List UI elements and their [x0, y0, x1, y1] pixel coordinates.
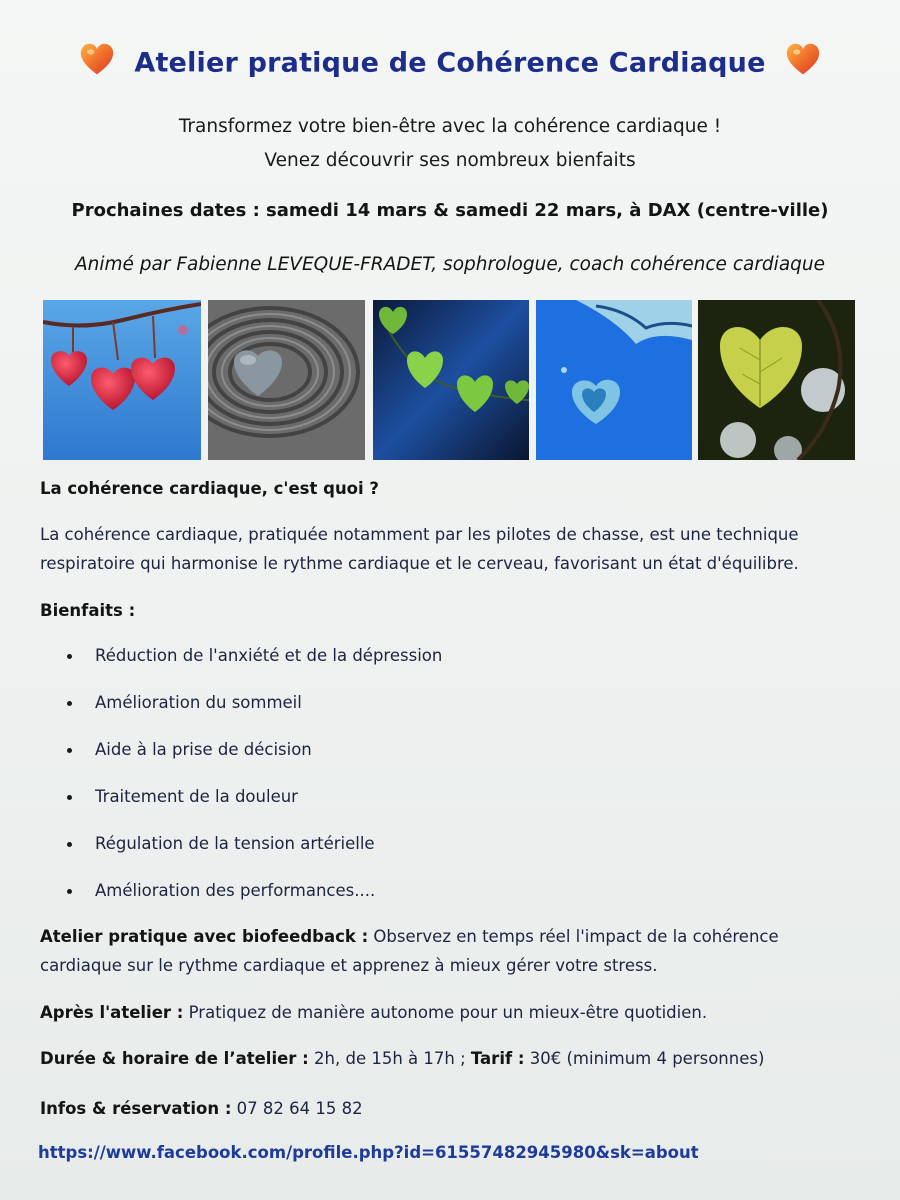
price-text: 30€ (minimum 4 personnes): [524, 1049, 765, 1068]
after-label: Après l'atelier :: [40, 1003, 184, 1022]
facebook-link[interactable]: https://www.facebook.com/profile.php?id=61557482945980&sk=about: [38, 1143, 699, 1162]
bullet-icon: [67, 842, 72, 847]
next-dates: Prochaines dates : samedi 14 mars & samedi 22 mars, à DAX (centre-ville): [71, 200, 829, 221]
heart-emoji-icon: [79, 42, 115, 78]
title-row: [0, 46, 900, 82]
list-item: Amélioration des performances....: [64, 877, 824, 924]
bullet-icon: [67, 654, 72, 659]
list-item: Amélioration du sommeil: [64, 689, 824, 736]
green-heart-leaves-photo: [373, 300, 529, 460]
biofeedback-paragraph: [40, 922, 870, 980]
benefits-list: [64, 642, 824, 924]
contact-paragraph: [40, 1094, 870, 1123]
list-item: Régulation de la tension artérielle: [64, 830, 824, 877]
duration-paragraph: [40, 1044, 870, 1073]
contact-phone: 07 82 64 15 82: [231, 1099, 363, 1118]
biofeedback-line-2: cardiaque sur le rythme cardiaque et apprenez à mieux gérer votre stress.: [40, 956, 658, 975]
what-is-line-2: respiratoire qui harmonise le rythme cardiaque et le cerveau, favorisant un état d'équilibre.: [40, 554, 799, 573]
intro-line-1: Transformez votre bien-être avec la cohérence cardiaque !: [178, 116, 722, 137]
after-text: Pratiquez de manière autonome pour un mieux-être quotidien.: [183, 1003, 708, 1022]
after-workshop-paragraph: [40, 998, 870, 1027]
bullet-icon: [67, 795, 72, 800]
biofeedback-line-1: Observez en temps réel l'impact de la cohérence: [368, 927, 779, 946]
yellow-heart-leaf-photo: [698, 300, 855, 460]
what-is-body: [40, 520, 870, 578]
bullet-icon: [67, 889, 72, 894]
page-title: Atelier pratique de Cohérence Cardiaque: [134, 47, 766, 79]
intro-line-2: Venez découvrir ses nombreux bienfaits: [264, 150, 636, 171]
duration-label: Durée & horaire de l’atelier :: [40, 1049, 309, 1068]
bullet-icon: [67, 701, 72, 706]
list-item: Réduction de l'anxiété et de la dépression: [64, 642, 824, 689]
bullet-icon: [67, 748, 72, 753]
what-is-line-1: La cohérence cardiaque, pratiquée notamment par les pilotes de chasse, est une technique: [40, 525, 799, 544]
duration-text: 2h, de 15h à 17h ;: [308, 1049, 471, 1068]
contact-label: Infos & réservation :: [40, 1099, 232, 1118]
benefits-heading: Bienfaits :: [40, 601, 136, 620]
list-item: Traitement de la douleur: [64, 783, 824, 830]
biofeedback-label: Atelier pratique avec biofeedback :: [40, 927, 369, 946]
zen-sand-stone-heart-photo: [208, 300, 365, 460]
list-item: Aide à la prise de décision: [64, 736, 824, 783]
animator-line: Animé par Fabienne LEVEQUE-FRADET, sophrologue, coach cohérence cardiaque: [74, 254, 826, 275]
what-is-heading: La cohérence cardiaque, c'est quoi ?: [40, 479, 379, 498]
heart-emoji-icon: [785, 42, 821, 78]
photo-gallery: [43, 300, 855, 462]
price-label: Tarif :: [470, 1049, 525, 1068]
red-heart-berries-photo: [43, 300, 201, 460]
blue-water-heart-photo: [536, 300, 692, 460]
